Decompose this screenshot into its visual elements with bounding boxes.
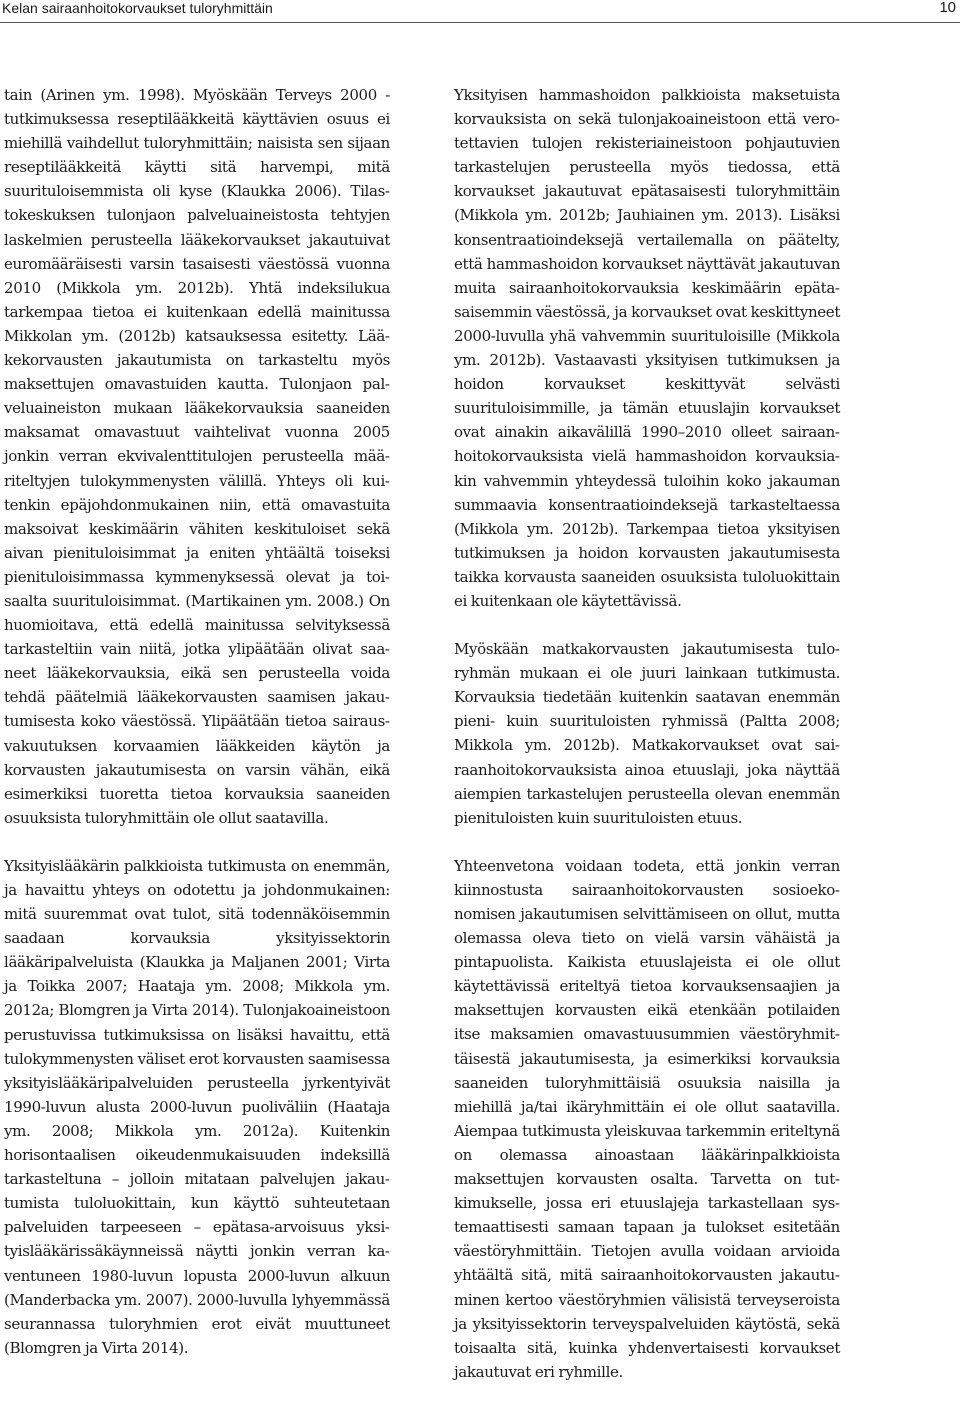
body-paragraph: Yksityisen hammashoidon palkkioista maksetuista korvauksista on sekä tulonjakoaineistoon että verotettavien tulojen rekisteriaineistoon pohjautuvien tarkastelujen perusteella myös tiedossa, että korvaukset jakautuvat epätasaisesti tuloryhmittäin (Mikkola ym. 2012b; Jauhiainen ym. 2013). Lisäksi konsentraatioindeksejä vertailemalla on päätelty, että hammashoidon korvaukset näyttävät jakautuvan muita sairaanhoitokorvauksia keskimäärin epätasaisemmin väestössä, ja korvaukset ovat keskittyneet 2000-luvulla yhä vahvemmin suurituloisille (Mikkola ym. 2012b). Vastaavasti yksityisen tutkimuksen ja hoidon korvaukset keskittyvät selvästi suurituloisimmille, ja tämän etuuslajin korvaukset ovat ainakin aikavälillä 1990–2010 olleet sairaanhoitokorvauksista vielä hammashoidon korvauksiakin vahvemmin yhteydessä tuloihin koko jakauman summaavia konsentraatioindeksejä tarkasteltaessa (Mikkola ym. 2012b). Tarkempaa tietoa yksityisen tutkimuksen ja hoidon korvausten jakautumisesta taikka korvausta saaneiden osuuksista tuloluokittain ei kuitenkaan ole käytettävissä.	[454, 86, 840, 610]
body-paragraph: Yhteenvetona voidaan todeta, että jonkin verran kiinnostusta sairaanhoitokorvausten sosioekonomisen jakautumisen selvittämiseen on ollut, mutta olemassa oleva tieto on vielä varsin vähäistä ja pintapuolista. Kaikista etuuslajeista ei ole ollut käytettävissä eriteltyä tietoa korvauksensaajien ja maksettujen korvausten eikä etenkään potilaiden itse maksamien omavastuusummien väestöryhmittäisestä jakautumisesta, ja esimerkiksi korvauksia saaneiden tuloryhmittäisiä osuuksia naisilla ja miehillä ja/tai ikäryhmittäin ei ole ollut saatavilla. Aiempaa tutkimusta yleiskuvaa tarkemmin eriteltynä on olemassa ainoastaan lääkärinpalkkioista maksettujen korvausten osalta. Tarvetta on tutkimukselle, jossa eri etuuslajeja tarkastellaan systemaattisesti samaan tapaan ja tulokset esitetään väestöryhmittäin. Tietojen avulla voidaan arvioida yhtäältä sitä, mitä sairaanhoitokorvausten jakautuminen kertoo väestöryhmien välisistä terveyseroista ja yksityissektorin terveyspalveluiden käytöstä, sekä toisaalta sitä, kuinka yhdenvertaisesti korvaukset jakautuvat eri ryhmille.	[454, 856, 840, 1381]
left-column	[4, 83, 390, 1384]
right-column	[454, 83, 840, 1408]
body-paragraph: Yksityislääkärin palkkioista tutkimusta on enemmän, ja havaittu yhteys on odotettu ja johdonmukainen: mitä suuremmat ovat tulot, sitä todennäköisemmin saadaan korvauksia yksityissektorin lääkäripalveluista (Klaukka ja Maljanen 2001; Virta ja Toikka 2007; Haataja ym. 2008; Mikkola ym. 2012a; Blomgren ja Virta 2014). Tulonjakoaineistoon perustuvissa tutkimuksissa on lisäksi havaittu, että tulokymmenysten väliset erot korvausten saamisessa yksityislääkäripalveluiden perusteella jyrkentyivät 1990-luvun alusta 2000-luvun puoliväliin (Haataja ym. 2008; Mikkola ym. 2012a). Kuitenkin horisontaalisen oikeudenmukaisuuden indeksillä tarkasteltuna – jolloin mitataan palvelujen jakautumista tuloluokittain, kun käyttö suhteutetaan palveluiden tarpeeseen – epätasa-arvoisuus yksityislääkärissäkäynneissä näytti jonkin verran kaventuneen 1980-luvun lopusta 2000-luvun alkuun (Manderbacka ym. 2007). 2000-luvulla lyhyemmässä seurannassa tuloryhmien erot eivät muuttuneet (Blomgren ja Virta 2014).	[4, 856, 390, 1357]
body-paragraph: tain (Arinen ym. 1998). Myöskään Terveys 2000 -tutkimuksessa reseptilääkkeitä käyttävien osuus ei miehillä vaihdellut tuloryhmittäin; naisista sen sijaan reseptilääkkeitä käytti sitä harvempi, mitä suurituloisemmista oli kyse (Klaukka 2006). Tilastokeskuksen tulonjaon palveluaineistosta tehtyjen laskelmien perusteella lääkekorvaukset jakautuivat euromääräisesti varsin tasaisesti väestössä vuonna 2010 (Mikkola ym. 2012b). Yhtä indeksilukua tarkempaa tietoa ei kuitenkaan edellä mainitussa Mikkolan ym. (2012b) katsauksessa esitetty. Lääkekorvausten jakautumista on tarkasteltu myös maksettujen omavastuiden kautta. Tulonjaon palveluaineiston mukaan lääkekorvauksia saaneiden maksamat omavastuut vaihtelivat vuonna 2005 jonkin verran ekvivalenttitulojen perusteella määriteltyjen tulokymmenysten välillä. Yhteys oli kuitenkin epäjohdonmukainen niin, että omavastuita maksoivat keskimäärin vähiten keskituloiset sekä aivan pienituloisimmat ja eniten yhtäältä toiseksi pienituloisimmassa kymmenyksessä olevat ja toisaalta suurituloisimmat. (Martikainen ym. 2008.) On huomioitava, että edellä mainitussa selvityksessä tarkasteltiin vain niitä, jotka ylipäätään olivat saaneet lääkekorvauksia, eikä sen perusteella voida tehdä päätelmiä lääkekorvausten saamisen jakautumisesta koko väestössä. Ylipäätään tietoa sairausvakuutuksen korvaamien lääkkeiden käytön ja korvausten jakautumisesta on varsin vähän, eikä esimerkiksi tuoretta tietoa korvauksia saaneiden osuuksista tuloryhmittäin ole ollut saatavilla.	[4, 86, 390, 827]
running-header	[0, 0, 960, 23]
page-number: 10	[939, 0, 956, 16]
body-paragraph: Myöskään matkakorvausten jakautumisesta tuloryhmän mukaan ei ole juuri lainkaan tutkimusta. Korvauksia tiedetään kuitenkin saatavan enemmän pieni- kuin suurituloisten ryhmissä (Paltta 2008; Mikkola ym. 2012b). Matkakorvaukset ovat sairaanhoitokorvauksista ainoa etuuslaji, joka näyttää aiempien tarkastelujen perusteella olevan enemmän pienituloisten kuin suurituloisten etuus.	[454, 640, 840, 827]
running-header-title: Kelan sairaanhoitokorvaukset tuloryhmittäin	[2, 0, 273, 16]
